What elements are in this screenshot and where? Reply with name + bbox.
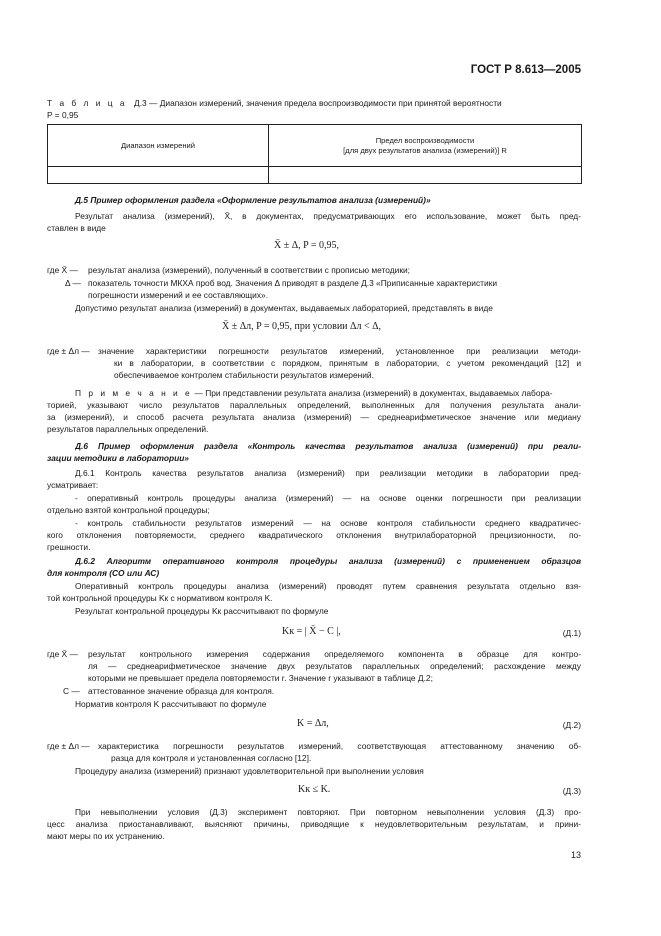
where-label: где X̄ — (47, 265, 78, 275)
where-label: где X̄ — (47, 649, 78, 659)
paragraph-line: Результат контрольной процедуры Kк рассчитывают по формуле (75, 606, 329, 616)
where-label: где ± Δл — (47, 741, 90, 751)
document-header: ГОСТ Р 8.613—2005 (470, 64, 581, 76)
bullet-line: кого отклонения повторяемости, среднего квадратического отклонения внутрилабораторной прецизионности, по- (47, 530, 581, 540)
where-text: погрешности измерений и ее составляющих». (88, 290, 269, 300)
table-header-row (48, 125, 582, 167)
note-line: результатов параллельных определений. (47, 424, 209, 434)
formula-d1: Kк = | X̄ − C |, (282, 626, 341, 637)
where-label: где ± Δл — (47, 346, 90, 356)
where-text: разца для контроля и установленная согласно [12]. (111, 753, 312, 763)
table-caption-text: Д.3 — Диапазон измерений, значения предела воспроизводимости при принятой вероятности (134, 98, 502, 108)
where-label: C — (63, 686, 80, 696)
paragraph-line: мают меры по их устранению. (47, 831, 165, 841)
where-text: результат анализа (измерений), полученный в соответствии с прописью методики; (88, 265, 411, 275)
note-line: торией, указывают число результатов параллельных определений, выполненных для получения результата анали- (47, 400, 581, 410)
note-text: — При представлении результата анализа (измерений) в документах, выдаваемых лабора- (194, 388, 553, 398)
note-line (75, 387, 581, 399)
paragraph-line: Оперативный контроль процедуры анализа (измерений) проводят путем сравнения результата отдельно взя- (75, 581, 581, 591)
where-label: Δ — (65, 278, 81, 288)
section-d5-title: Д.5 Пример оформления раздела «Оформление результатов анализа (измерений)» (75, 195, 431, 205)
paragraph-line: Д.6.1 Контроль качества результатов анализа (измерений) при реализации методики в лаборатории пред- (75, 468, 581, 478)
table-cell-empty (48, 167, 269, 184)
paragraph-line: Допустимо результат анализа (измерений) в документах, выдаваемых лабораторией, представлять в виде (75, 303, 493, 313)
equation-number: (Д.1) (562, 628, 581, 638)
formula-d3: Kк ≤ K. (298, 784, 331, 795)
paragraph-line: ставлен в виде (47, 223, 106, 233)
where-text: обеспечиваемое контролем стабильности результатов измерений. (114, 370, 374, 380)
subsection-d62-title: для контроля (СО или АС) (47, 568, 160, 578)
table-caption-probability: P = 0,95 (47, 110, 79, 120)
paragraph-line: Процедуру анализа (измерений) признают удовлетворительной при выполнении условия (75, 766, 424, 776)
formula-lab-result: X̄ ± Δл, P = 0,95, при условии Δл < Δ, (222, 321, 382, 332)
formula-result: X̄ ± Δ, P = 0,95, (274, 240, 339, 251)
paragraph-line: той контрольной процедуры Kк с нормативом контроля K. (47, 593, 273, 603)
paragraph-line: усматривает: (47, 480, 99, 490)
where-text: ки в лаборатории, в соответствии с порядком, принятым в лаборатории, с учетом рекомендаций [12] и (114, 358, 581, 368)
where-text: значение характеристики погрешности результатов измерений, установленное при реализации методи- (98, 346, 581, 356)
where-text: ля — среднеарифметическое значение двух результатов параллельных определений; расхождение между (88, 661, 581, 671)
bullet-line: - оперативный контроль процедуры анализа (измерений) — на основе оценки погрешности при реализации (75, 493, 581, 503)
equation-number: (Д.2) (562, 720, 581, 730)
bullet-line: грешности. (47, 542, 91, 552)
table-header-range: Диапазон измерений (48, 125, 269, 167)
section-d6-title: зации методики в лаборатории» (47, 453, 189, 463)
note-line: за (измерений), и способ расчета результата анализа (измерений) — среднеарифметическое значение или медиану (47, 412, 581, 422)
bullet-line: отдельно взятой контрольной процедуры; (47, 505, 210, 515)
where-text: характеристика погрешности результатов измерений, соответствующая аттестованному значению об- (98, 741, 581, 751)
table-header-reproducibility (269, 125, 582, 167)
table-cell-empty (269, 167, 582, 184)
table-caption (47, 97, 581, 109)
section-d6-title: Д.6 Пример оформления раздела «Контроль качества результатов анализа (измерений) при реали- (75, 441, 581, 451)
bullet-line: - контроль стабильности результатов измерений — на основе контроля стабильности среднего квадратичес- (75, 518, 581, 528)
paragraph-line: При невыполнении условия (Д.3) эксперимент повторяют. При повторном невыполнении условия (Д.3) про- (75, 807, 581, 817)
formula-d2: K = Δл, (297, 718, 329, 729)
where-text: которыми не превышает предела повторяемости r. Значение r указывают в таблице Д.2; (88, 673, 433, 683)
paragraph-line: цесс анализа приостанавливают, выясняют причины, приводящие к неудовлетворительным результатам, и прини- (47, 819, 581, 829)
where-text: показатель точности МКХА проб вод. Значения Δ приводят в разделе Д.3 «Приписанные характеристики (88, 278, 497, 288)
page-number: 13 (570, 850, 581, 860)
subsection-d62-title: Д.6.2 Алгоритм оперативного контроля процедуры анализа (измерений) с применением образцов (75, 556, 581, 566)
where-text: результат контрольного измерения содержания определяемого компонента в образце для контро- (88, 649, 581, 659)
paragraph-line: Норматив контроля K рассчитывают по формуле (75, 699, 267, 709)
table-d3 (47, 124, 582, 184)
table-header-reproducibility-line1: Предел воспроизводимости (375, 135, 475, 145)
table-caption-label: Т а б л и ц а (47, 98, 128, 108)
table-row (48, 167, 582, 184)
paragraph-line: Результат анализа (измерений), X̄, в документах, предусматривающих его использование, может быть пред- (75, 211, 581, 221)
where-text: аттестованное значение образца для контроля. (88, 686, 275, 696)
note-label: П р и м е ч а н и е (75, 388, 193, 398)
table-header-reproducibility-line2: [для двух результатов анализа (измерений)] R (343, 145, 507, 155)
equation-number: (Д.3) (562, 786, 581, 796)
